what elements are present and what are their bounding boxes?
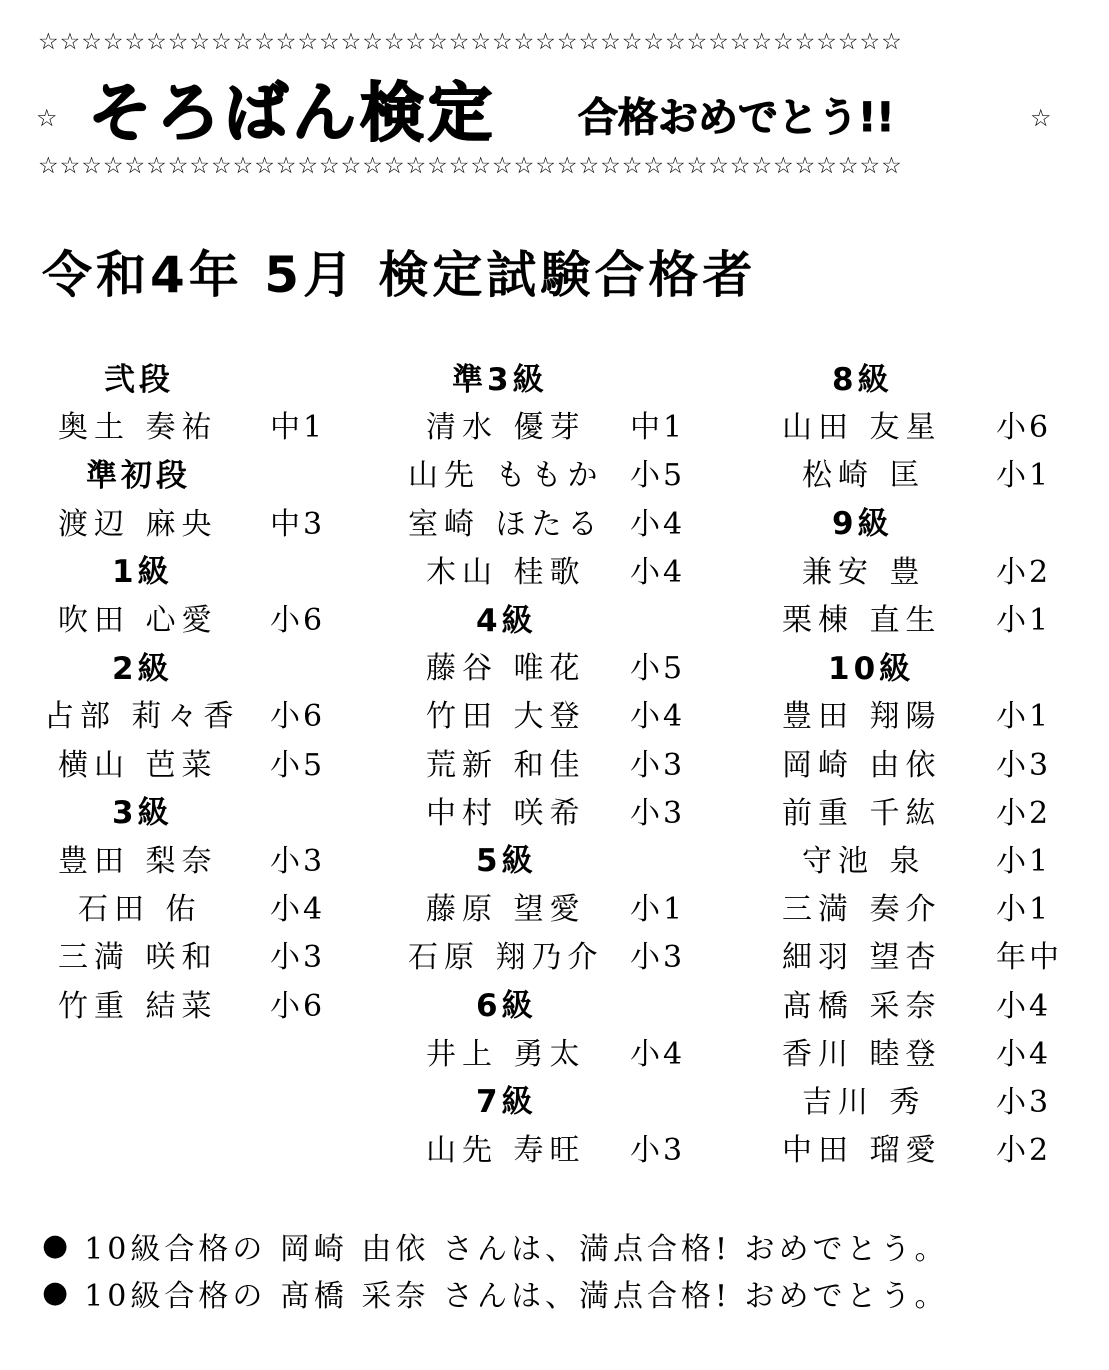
student-name: 前重 千紘 <box>782 795 942 831</box>
grade-heading: 9級 <box>832 506 893 543</box>
student-row <box>44 497 374 545</box>
student-row <box>770 882 1100 930</box>
student-row <box>44 834 374 882</box>
student-row <box>404 497 734 545</box>
grade-heading: 5級 <box>476 843 537 880</box>
header-title: そろばん検定 <box>88 77 496 151</box>
note-line <box>42 1222 949 1269</box>
student-school-grade: 小6 <box>270 988 326 1024</box>
student-school-grade: 中1 <box>270 410 326 446</box>
student-row <box>404 400 734 448</box>
star-icon-left: ☆ <box>36 104 58 132</box>
results-column-1 <box>44 352 374 1027</box>
student-school-grade: 小3 <box>270 843 326 879</box>
student-school-grade: 小3 <box>630 940 686 976</box>
bullet-icon: ● <box>42 1275 69 1310</box>
student-school-grade: 小4 <box>996 1036 1052 1072</box>
student-school-grade: 小2 <box>996 1133 1052 1169</box>
student-row <box>404 448 734 496</box>
grade-heading: 2級 <box>112 650 173 687</box>
student-name: 山先 ももか <box>408 458 604 494</box>
student-school-grade: 小5 <box>270 747 326 783</box>
student-school-grade: 小5 <box>630 458 686 494</box>
student-row <box>404 930 734 978</box>
student-school-grade: 小3 <box>270 940 326 976</box>
note-text: 10級合格の 岡崎 由依 さんは、満点合格! おめでとう。 <box>84 1231 949 1267</box>
student-school-grade: 小3 <box>630 795 686 831</box>
student-row <box>770 689 1100 737</box>
student-name: 横山 芭菜 <box>58 747 218 783</box>
student-school-grade: 小6 <box>270 603 326 639</box>
student-name: 石田 佑 <box>78 892 202 928</box>
grade-heading: 10級 <box>828 650 915 687</box>
student-name: 石原 翔乃介 <box>408 940 604 976</box>
student-school-grade: 小3 <box>630 1133 686 1169</box>
student-name: 三満 咲和 <box>58 940 218 976</box>
student-name: 藤谷 唯花 <box>426 651 586 687</box>
student-school-grade: 小3 <box>630 747 686 783</box>
student-school-grade: 中3 <box>270 506 326 542</box>
student-name: 占部 莉々香 <box>44 699 240 735</box>
student-row <box>44 689 374 737</box>
student-row <box>770 545 1100 593</box>
student-row <box>404 786 734 834</box>
star-border-bottom: ☆☆☆☆☆☆☆☆☆☆☆☆☆☆☆☆☆☆☆☆☆☆☆☆☆☆☆☆☆☆☆☆☆☆☆☆☆☆☆☆ <box>38 153 903 179</box>
student-row <box>44 593 374 641</box>
student-school-grade: 年中 <box>996 940 1062 976</box>
student-school-grade: 小6 <box>996 410 1052 446</box>
student-name: 三満 奏介 <box>782 892 942 928</box>
grade-heading: 1級 <box>112 554 173 591</box>
student-name: 岡崎 由依 <box>782 747 942 783</box>
star-border-top: ☆☆☆☆☆☆☆☆☆☆☆☆☆☆☆☆☆☆☆☆☆☆☆☆☆☆☆☆☆☆☆☆☆☆☆☆☆☆☆☆ <box>38 29 903 55</box>
student-school-grade: 小1 <box>996 603 1052 639</box>
student-row <box>44 978 374 1026</box>
student-row <box>770 930 1100 978</box>
grade-heading: 8級 <box>832 361 893 398</box>
student-name: 竹重 結菜 <box>58 988 218 1024</box>
student-row <box>770 400 1100 448</box>
student-row <box>770 593 1100 641</box>
exam-title: 令和4年 5月 検定試験合格者 <box>42 246 757 304</box>
student-name: 渡辺 麻央 <box>58 506 218 542</box>
student-row <box>770 738 1100 786</box>
student-name: 香川 睦登 <box>782 1036 942 1072</box>
student-row <box>770 448 1100 496</box>
student-name: 松崎 匡 <box>802 458 926 494</box>
grade-heading: 4級 <box>476 602 537 639</box>
student-name: 中田 瑠愛 <box>782 1133 942 1169</box>
student-school-grade: 小4 <box>630 554 686 590</box>
student-row <box>770 834 1100 882</box>
student-name: 藤原 望愛 <box>426 892 586 928</box>
student-name: 髙橋 采奈 <box>782 988 942 1024</box>
student-row <box>44 882 374 930</box>
student-school-grade: 小1 <box>996 699 1052 735</box>
student-school-grade: 小1 <box>996 892 1052 928</box>
student-name: 豊田 梨奈 <box>58 843 218 879</box>
student-name: 栗棟 直生 <box>782 603 942 639</box>
student-row <box>770 1027 1100 1075</box>
student-name: 室崎 ほたる <box>408 506 604 542</box>
student-name: 山先 寿旺 <box>426 1133 586 1169</box>
student-row <box>404 738 734 786</box>
student-name: 守池 泉 <box>802 843 926 879</box>
results-column-3 <box>770 352 1100 1171</box>
grade-heading: 3級 <box>112 795 173 832</box>
student-school-grade: 小2 <box>996 795 1052 831</box>
student-school-grade: 小4 <box>630 1036 686 1072</box>
student-name: 山田 友星 <box>782 410 942 446</box>
student-row <box>404 1027 734 1075</box>
student-row <box>404 689 734 737</box>
notes-section <box>42 1222 949 1316</box>
note-text: 10級合格の 髙橋 采奈 さんは、満点合格! おめでとう。 <box>84 1278 949 1314</box>
student-school-grade: 小1 <box>996 458 1052 494</box>
student-row <box>770 1123 1100 1171</box>
student-row <box>770 786 1100 834</box>
student-school-grade: 小3 <box>996 1084 1052 1120</box>
student-name: 荒新 和佳 <box>426 747 586 783</box>
note-line <box>42 1269 949 1316</box>
student-name: 木山 桂歌 <box>426 554 586 590</box>
student-name: 清水 優芽 <box>426 410 586 446</box>
student-name: 吉川 秀 <box>802 1084 926 1120</box>
student-row <box>404 882 734 930</box>
student-name: 中村 咲希 <box>426 795 586 831</box>
grade-heading: 7級 <box>476 1084 537 1121</box>
student-name: 兼安 豊 <box>802 554 926 590</box>
student-row <box>44 400 374 448</box>
student-school-grade: 小2 <box>996 554 1052 590</box>
student-name: 竹田 大登 <box>426 699 586 735</box>
student-row <box>404 641 734 689</box>
student-row <box>44 738 374 786</box>
grade-heading: 準3級 <box>452 361 548 398</box>
student-school-grade: 小5 <box>630 651 686 687</box>
student-name: 奥土 奏祐 <box>58 410 218 446</box>
student-name: 豊田 翔陽 <box>782 699 942 735</box>
student-row <box>770 1075 1100 1123</box>
grade-heading: 弐段 <box>104 361 174 398</box>
student-name: 吹田 心愛 <box>58 603 218 639</box>
student-school-grade: 小6 <box>270 699 326 735</box>
student-row <box>770 978 1100 1026</box>
student-row <box>44 930 374 978</box>
student-school-grade: 小1 <box>996 843 1052 879</box>
student-school-grade: 小3 <box>996 747 1052 783</box>
student-name: 細羽 望杏 <box>782 940 942 976</box>
student-school-grade: 小4 <box>630 699 686 735</box>
student-school-grade: 小1 <box>630 892 686 928</box>
student-name: 井上 勇太 <box>426 1036 586 1072</box>
grade-heading: 6級 <box>476 988 537 1025</box>
student-school-grade: 小4 <box>270 892 326 928</box>
bullet-icon: ● <box>42 1228 69 1263</box>
student-row <box>404 545 734 593</box>
grade-heading: 準初段 <box>86 457 191 494</box>
student-school-grade: 中1 <box>630 410 686 446</box>
student-school-grade: 小4 <box>630 506 686 542</box>
results-column-2 <box>404 352 734 1171</box>
header-subtitle: 合格おめでとう!! <box>578 95 895 141</box>
student-school-grade: 小4 <box>996 988 1052 1024</box>
star-icon-right: ☆ <box>1030 104 1052 132</box>
student-row <box>404 1123 734 1171</box>
